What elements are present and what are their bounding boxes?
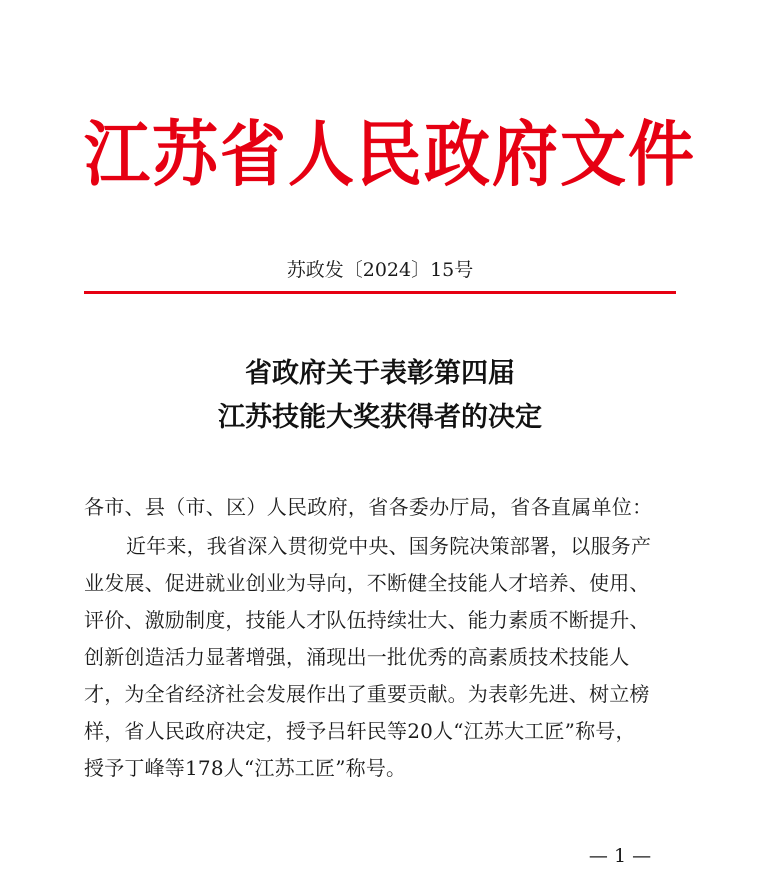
document-title-line-2: 江苏技能大奖获得者的决定 bbox=[218, 402, 542, 433]
body-paragraph-line: 才，为全省经济社会发展作出了重要贡献。为表彰先进、树立榜 bbox=[84, 682, 650, 706]
red-separator-line bbox=[84, 291, 676, 294]
salutation: 各市、县（市、区）人民政府，省各委办厅局，省各直属单位： bbox=[84, 495, 653, 519]
body-paragraph-line: 业发展、促进就业创业为导向，不断健全技能人才培养、使用、 bbox=[84, 571, 650, 595]
document-masthead: 江苏省人民政府文件 bbox=[84, 111, 696, 197]
body-paragraph-line: 样，省人民政府决定，授予吕轩民等20人“江苏大工匠”称号， bbox=[84, 719, 636, 743]
body-paragraph-line: 创新创造活力显著增强，涌现出一批优秀的高素质技术技能人 bbox=[84, 645, 630, 669]
body-paragraph-line: 授予丁峰等178人“江苏工匠”称号。 bbox=[84, 756, 407, 780]
document-title-line-1: 省政府关于表彰第四届 bbox=[245, 358, 515, 389]
page-number: — 1 — bbox=[588, 845, 652, 867]
body-paragraph-line: 评价、激励制度，技能人才队伍持续壮大、能力素质不断提升、 bbox=[84, 608, 650, 632]
document-number: 苏政发〔2024〕15号 bbox=[286, 259, 474, 281]
body-paragraph-line: 近年来，我省深入贯彻党中央、国务院决策部署，以服务产 bbox=[126, 534, 652, 558]
